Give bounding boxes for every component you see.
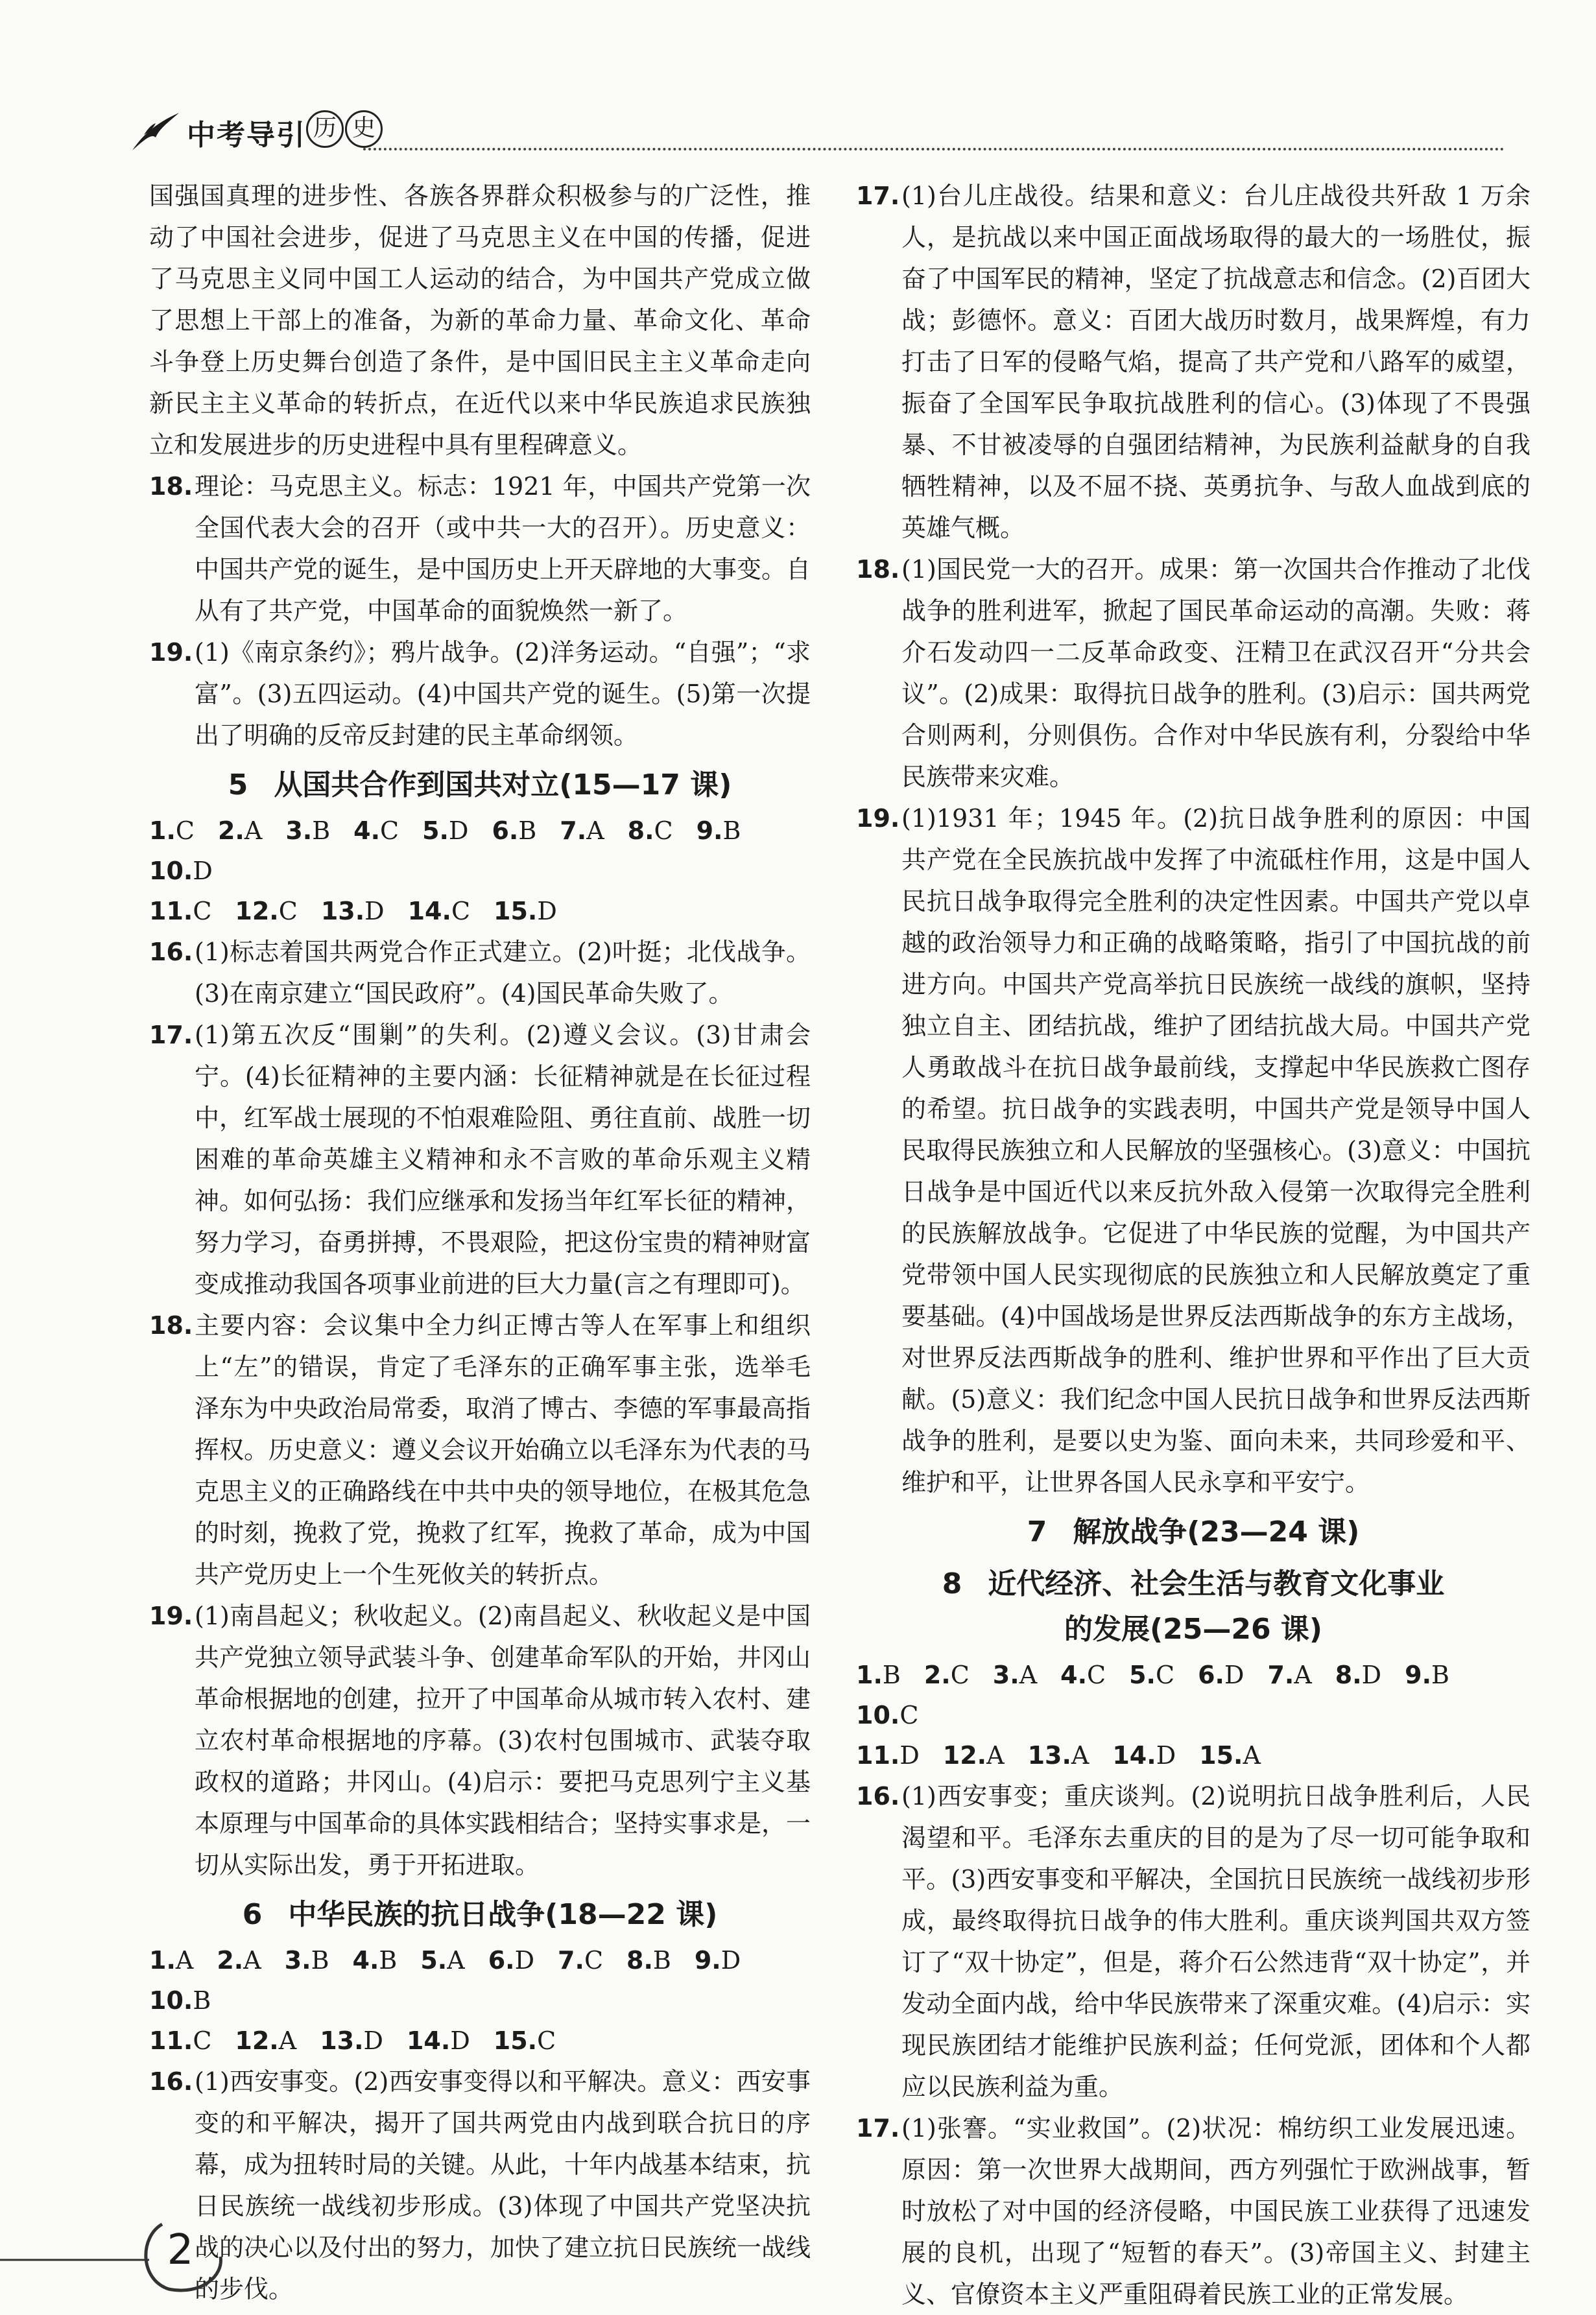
mcq-number: 12. — [942, 1741, 987, 1770]
mcq-number: 13. — [320, 897, 365, 925]
mcq-letter: C — [1087, 1661, 1106, 1689]
answer-item — [149, 1014, 811, 1305]
mcq-number: 3. — [992, 1661, 1019, 1689]
mcq-number: 6. — [492, 816, 519, 845]
mcq-number: 4. — [353, 816, 381, 845]
mcq-letter: A — [243, 1946, 261, 1975]
mcq-letter: A — [447, 1946, 465, 1975]
brand-title: 中考导引 — [187, 119, 306, 152]
mcq-number: 2. — [217, 816, 244, 845]
item-text: 理论：马克思主义。标志：1921 年，中国共产党第一次全国代表大会的召开（或中共一大的召开）。历史意义：中国共产党的诞生，是中国历史上开天辟地的大事变。自从有了共产党，中国革命的面貌焕然一新了。 — [195, 472, 811, 625]
mcq-answer — [1112, 1735, 1176, 1775]
mcq-answer — [494, 2021, 556, 2061]
mcq-letter: B — [882, 1661, 901, 1689]
mcq-number: 5. — [420, 1946, 447, 1975]
mcq-answer — [488, 1940, 534, 1980]
section-title: 从国共合作到国共对立(15—17 课) — [274, 768, 732, 801]
mcq-answer — [1405, 1655, 1449, 1695]
mcq-answer — [856, 1655, 901, 1695]
mcq-answer — [408, 891, 470, 931]
section-number: 6 — [242, 1898, 263, 1931]
mcq-letter: C — [278, 897, 298, 925]
mcq-answer — [285, 811, 330, 851]
mcq-answer — [695, 1940, 741, 1980]
mcq-letter: B — [652, 1946, 671, 1975]
mcq-number: 2. — [923, 1661, 951, 1689]
item-number: 18. — [149, 1311, 193, 1340]
item-text: (1)标志着国共两党合作正式建立。(2)叶挺；北伐战争。(3)在南京建立“国民政府”。(4)国民革命失败了。 — [195, 938, 811, 1008]
mcq-answer — [149, 1940, 193, 1980]
item-number: 17. — [149, 1021, 193, 1049]
section-title: 的发展(25—26 课) — [1064, 1613, 1322, 1646]
answer-item — [149, 1305, 811, 1595]
section-title: 近代经济、社会生活与教育文化事业 — [988, 1567, 1445, 1600]
mcq-answer — [217, 1940, 261, 1980]
mcq-letter: B — [1431, 1661, 1449, 1689]
mcq-answer — [149, 851, 213, 891]
mcq-number: 1. — [149, 1946, 176, 1975]
mcq-answer — [149, 811, 195, 851]
mcq-answers-row — [149, 1940, 811, 2021]
mcq-letter: B — [722, 816, 741, 845]
mcq-number: 15. — [493, 2026, 538, 2055]
mcq-letter: B — [518, 816, 537, 845]
mcq-letter: D — [514, 1946, 535, 1975]
mcq-number: 10. — [856, 1701, 900, 1729]
mcq-answer — [235, 891, 297, 931]
item-number: 17. — [856, 182, 900, 210]
mcq-letter: A — [1071, 1741, 1090, 1770]
page-number-badge — [0, 2198, 259, 2297]
mcq-letter: D — [537, 897, 557, 925]
subject-badge-1: 历 — [306, 110, 344, 148]
mcq-answer — [1199, 1735, 1261, 1775]
section-number: 8 — [942, 1567, 962, 1600]
mcq-number: 13. — [1027, 1741, 1071, 1770]
mcq-answer — [856, 1695, 918, 1735]
mcq-letter: C — [1156, 1661, 1175, 1689]
answer-item — [149, 466, 811, 632]
mcq-letter: D — [450, 2026, 470, 2055]
mcq-letter: C — [175, 816, 195, 845]
item-text: (1)西安事变；重庆谈判。(2)说明抗日战争胜利后，人民渴望和平。毛泽东去重庆的目的是为了尽一切可能争取和平。(3)西安事变和平解决，全国抗日民族统一战线初步形成，最终取得抗日战争的伟大胜利。重庆谈判国共双方签订了“双十协定”，但是，蒋介石公然违背“双十协定”，并发动全面内战，给中华民族带来了深重灾难。(4)启示：实现民族团结才能维护民族利益；任何党派，团体和个人都应以民族利益为重。 — [901, 1782, 1530, 2101]
mcq-answer — [856, 1735, 920, 1775]
mcq-letter: A — [244, 816, 263, 845]
item-text: (1)《南京条约》；鸦片战争。(2)洋务运动。“自强”；“求富”。(3)五四运动。(4)中国共产党的诞生。(5)第一次提出了明确的反帝反封建的民主革命纲领。 — [195, 638, 811, 750]
mcq-answer — [235, 2021, 296, 2061]
item-text: (1)西安事变。(2)西安事变得以和平解决。意义：西安事变的和平解决，揭开了国共两党由内战到联合抗日的序幕，成为扭转时局的关键。从此，十年内战基本结束，抗日民族统一战线初步形成。(3)体现了中国共产党坚决抗战的决心以及付出的努力，加快了建立抗日民族统一战线的步伐。 — [195, 2067, 811, 2303]
mcq-letter: D — [899, 1741, 920, 1770]
mcq-letter: D — [364, 897, 385, 925]
mcq-number: 8. — [627, 816, 654, 845]
mcq-answer — [353, 1940, 398, 1980]
mcq-number: 10. — [149, 857, 193, 885]
mcq-answer — [628, 811, 673, 851]
mcq-number: 8. — [1335, 1661, 1362, 1689]
mcq-answer — [494, 891, 557, 931]
mcq-number: 8. — [626, 1946, 653, 1975]
mcq-answer — [149, 1980, 211, 2021]
item-number: 19. — [149, 1602, 193, 1630]
mcq-number: 14. — [1112, 1741, 1156, 1770]
mcq-number: 14. — [406, 2026, 451, 2055]
mcq-answers-row — [149, 891, 811, 931]
mcq-answer — [1060, 1655, 1106, 1695]
section-title: 中华民族的抗日战争(18—22 课) — [288, 1898, 718, 1931]
item-number: 16. — [856, 1782, 900, 1810]
mcq-answer — [321, 891, 385, 931]
answer-item — [856, 798, 1530, 1503]
mcq-letter: D — [721, 1946, 741, 1975]
mcq-letter: D — [449, 816, 469, 845]
mcq-letter: A — [586, 816, 604, 845]
mcq-answers-row — [149, 2021, 811, 2061]
mcq-answer — [560, 811, 604, 851]
item-number: 18. — [856, 555, 900, 584]
mcq-number: 11. — [149, 2026, 193, 2055]
section-number: 7 — [1027, 1515, 1047, 1549]
mcq-number: 12. — [235, 897, 279, 925]
header-divider — [363, 148, 1505, 150]
mcq-answer — [1198, 1655, 1244, 1695]
mcq-number: 11. — [856, 1741, 900, 1770]
mcq-letter: C — [654, 816, 673, 845]
mcq-answer — [285, 1940, 329, 1980]
mcq-number: 5. — [422, 816, 449, 845]
mcq-number: 1. — [856, 1661, 883, 1689]
mcq-answer — [407, 2021, 470, 2061]
mcq-answer — [492, 811, 536, 851]
mcq-number: 9. — [696, 816, 723, 845]
answer-item — [856, 1775, 1530, 2107]
mcq-answer — [218, 811, 262, 851]
mcq-answer — [1028, 1735, 1090, 1775]
item-text: (1)张謇。“实业救国”。(2)状况：棉纺织工业发展迅速。原因：第一次世界大战期间，西方列强忙于欧洲战事，暂时放松了对中国的经济侵略，中国民族工业获得了迅速发展的良机，出现了“短暂的春天”。(3)帝国主义、封建主义、官僚资本主义严重阻碍着民族工业的正常发展。 — [901, 2114, 1530, 2309]
mcq-number: 14. — [407, 897, 451, 925]
item-number: 19. — [856, 804, 900, 833]
mcq-letter: B — [312, 816, 331, 845]
mcq-letter: C — [451, 897, 471, 925]
section-heading — [856, 1510, 1530, 1555]
mcq-letter: A — [1243, 1741, 1261, 1770]
mcq-letter: A — [278, 2026, 297, 2055]
mcq-number: 1. — [149, 816, 176, 845]
item-number: 16. — [149, 938, 193, 966]
mcq-letter: D — [1156, 1741, 1176, 1770]
mcq-answer — [993, 1655, 1037, 1695]
mcq-answers-row — [856, 1735, 1530, 1775]
mcq-answer — [1335, 1655, 1381, 1695]
mcq-letter: B — [311, 1946, 329, 1975]
section-number: 5 — [228, 768, 248, 801]
mcq-letter: A — [175, 1946, 194, 1975]
mcq-answer — [558, 1940, 603, 1980]
mcq-number: 5. — [1129, 1661, 1156, 1689]
item-text: 主要内容：会议集中全力纠正博古等人在军事上和组织上“左”的错误，肯定了毛泽东的正确军事主张，选举毛泽东为中央政治局常委，取消了博古、李德的军事最高指挥权。历史意义：遵义会议开始确立以毛泽东为代表的马克思主义的正确路线在中共中央的领导地位，在极其危急的时刻，挽救了党，挽救了红军，挽救了革命，成为中国共产党历史上一个生死攸关的转折点。 — [195, 1311, 811, 1589]
answer-item — [149, 931, 811, 1014]
mcq-number: 7. — [560, 816, 587, 845]
answer-item — [856, 2107, 1530, 2315]
mcq-letter: C — [193, 2026, 212, 2055]
mcq-answer — [149, 2021, 211, 2061]
mcq-number: 9. — [1405, 1661, 1432, 1689]
mcq-number: 3. — [284, 1946, 311, 1975]
continued-paragraph: 国强国真理的进步性、各族各界群众积极参与的广泛性，推动了中国社会进步，促进了马克思主义在中国的传播，促进了马克思主义同中国工人运动的结合，为中国共产党成立做了思想上干部上的准备，为新的革命力量、革命文化、革命斗争登上历史舞台创造了条件，是中国旧民主主义革命走向新民主主义革命的转折点，在近代以来中华民族追求民族独立和发展进步的历史进程中具有里程碑意义。 — [149, 182, 811, 459]
page-header — [130, 104, 1505, 162]
section-heading — [149, 763, 811, 808]
mcq-answer — [1129, 1655, 1174, 1695]
answer-item — [149, 1595, 811, 1886]
mcq-letter: C — [193, 897, 212, 925]
mcq-answer — [149, 891, 211, 931]
item-number: 18. — [149, 472, 193, 501]
mcq-letter: C — [537, 2026, 556, 2055]
mcq-answer — [924, 1655, 970, 1695]
item-text: (1)南昌起义；秋收起义。(2)南昌起义、秋收起义是中国共产党独立领导武装斗争、创建革命军队的开始，井冈山革命根据地的创建，拉开了中国革命从城市转入农村、建立农村革命根据地的序幕。(3)农村包围城市、武装夺取政权的道路；井冈山。(4)启示：要把马克思列宁主义基本原理与中国革命的具体实践相结合；坚持实事求是，一切从实际出发，勇于开拓进取。 — [195, 1602, 811, 1879]
mcq-answer — [943, 1735, 1005, 1775]
mcq-number: 12. — [235, 2026, 279, 2055]
mcq-answer — [1267, 1655, 1311, 1695]
left-column — [149, 175, 811, 2310]
mcq-answer — [697, 811, 741, 851]
mcq-number: 13. — [320, 2026, 364, 2055]
mcq-letter: B — [193, 1986, 211, 2015]
subject-badge-2: 史 — [345, 110, 383, 148]
mcq-letter: D — [193, 857, 213, 885]
mcq-letter: D — [363, 2026, 383, 2055]
mcq-answer — [422, 811, 468, 851]
answer-item — [856, 175, 1530, 549]
mcq-letter: D — [1361, 1661, 1382, 1689]
mcq-letter: A — [986, 1741, 1005, 1770]
mcq-number: 10. — [149, 1986, 193, 2015]
mcq-letter: C — [584, 1946, 604, 1975]
item-number: 17. — [856, 2114, 900, 2143]
mcq-number: 2. — [217, 1946, 244, 1975]
mcq-letter: A — [1019, 1661, 1038, 1689]
item-text: (1)第五次反“围剿”的失利。(2)遵义会议。(3)甘肃会宁。(4)长征精神的主要内涵：长征精神就是在长征过程中，红军战士展现的不怕艰难险阻、勇往直前、战胜一切困难的革命英雄主义精神和永不言败的革命乐观主义精神。如何弘扬：我们应继承和发扬当年红军长征的精神，努力学习，奋勇拼搏，不畏艰险，把这份宝贵的精神财富变成推动我国各项事业前进的巨大力量(言之有理即可)。 — [195, 1021, 811, 1298]
answer-item — [856, 549, 1530, 798]
mcq-number: 15. — [494, 897, 538, 925]
item-text: (1)国民党一大的召开。成果：第一次国共合作推动了北伐战争的胜利进军，掀起了国民革命运动的高潮。失败：蒋介石发动四一二反革命政变、汪精卫在武汉召开“分共会议”。(2)成果：取得抗日战争的胜利。(3)启示：国共两党合则两利，分则俱伤。合作对中华民族有利，分裂给中华民族带来灾难。 — [901, 555, 1530, 791]
mcq-letter: C — [899, 1701, 919, 1729]
mcq-answer — [320, 2021, 383, 2061]
page-number: 2 — [167, 2226, 194, 2274]
mcq-answer — [353, 811, 399, 851]
item-number: 16. — [149, 2067, 193, 2096]
item-text: (1)1931 年；1945 年。(2)抗日战争胜利的原因：中国共产党在全民族抗战中发挥了中流砥柱作用，这是中国人民抗日战争取得完全胜利的决定性因素。中国共产党以卓越的政治领导力和正确的战略策略，指引了中国抗战的前进方向。中国共产党高举抗日民族统一战线的旗帜，坚持独立自主、团结抗战，维护了团结抗战大局。中国共产党人勇敢战斗在抗日战争最前线，支撑起中华民族救亡图存的希望。抗日战争的实践表明，中国共产党是领导中国人民取得民族独立和人民解放的坚强核心。(3)意义：中国抗日战争是中国近代以来反抗外敌入侵第一次取得完全胜利的民族解放战争。它促进了中华民族的觉醒，为中国共产党带领中国人民实现彻底的民族独立和人民解放奠定了重要基础。(4)中国战场是世界反法西斯战争的东方主战场，对世界反法西斯战争的胜利、维护世界和平作出了巨大贡献。(5)意义：我们纪念中国人民抗日战争和世界反法西斯战争的胜利，是要以史为鉴、面向未来，共同珍爱和平、维护和平，让世界各国人民永享和平安宁。 — [901, 804, 1530, 1497]
mcq-letter: A — [1294, 1661, 1312, 1689]
mcq-number: 3. — [285, 816, 313, 845]
mcq-answer — [626, 1940, 671, 1980]
mcq-number: 9. — [694, 1946, 721, 1975]
mcq-letter: B — [379, 1946, 398, 1975]
section-title: 解放战争(23—24 课) — [1073, 1515, 1360, 1549]
mcq-number: 7. — [1267, 1661, 1294, 1689]
mcq-number: 4. — [352, 1946, 379, 1975]
mcq-letter: C — [950, 1661, 970, 1689]
mcq-number: 7. — [558, 1946, 584, 1975]
item-text: (1)台儿庄战役。结果和意义：台儿庄战役共歼敌 1 万余人，是抗战以来中国正面战场取得的最大的一场胜仗，振奋了中国军民的精神，坚定了抗战意志和信念。(2)百团大战；彭德怀。意义：百团大战历时数月，战果辉煌，有力打击了日军的侵略气焰，提高了共产党和八路军的威望，振奋了全国军民争取抗战胜利的信心。(3)体现了不畏强暴、不甘被凌辱的自强团结精神，为民族利益献身的自我牺牲精神，以及不屈不挠、英勇抗争、与敌人血战到底的英雄气概。 — [901, 182, 1530, 542]
section-heading — [149, 1892, 811, 1938]
mcq-letter: D — [1224, 1661, 1245, 1689]
section-heading-continued — [856, 1607, 1530, 1652]
right-column — [856, 175, 1530, 2315]
mcq-number: 15. — [1199, 1741, 1243, 1770]
mcq-answer — [420, 1940, 464, 1980]
mcq-number: 6. — [1198, 1661, 1224, 1689]
bird-logo-icon — [130, 109, 182, 154]
mcq-answers-row — [856, 1655, 1530, 1735]
mcq-number: 11. — [149, 897, 193, 925]
mcq-number: 4. — [1060, 1661, 1088, 1689]
item-number: 19. — [149, 638, 193, 667]
mcq-answers-row — [149, 811, 811, 891]
mcq-letter: C — [380, 816, 399, 845]
section-heading — [856, 1561, 1530, 1607]
answer-item — [149, 632, 811, 756]
mcq-number: 6. — [488, 1946, 515, 1975]
